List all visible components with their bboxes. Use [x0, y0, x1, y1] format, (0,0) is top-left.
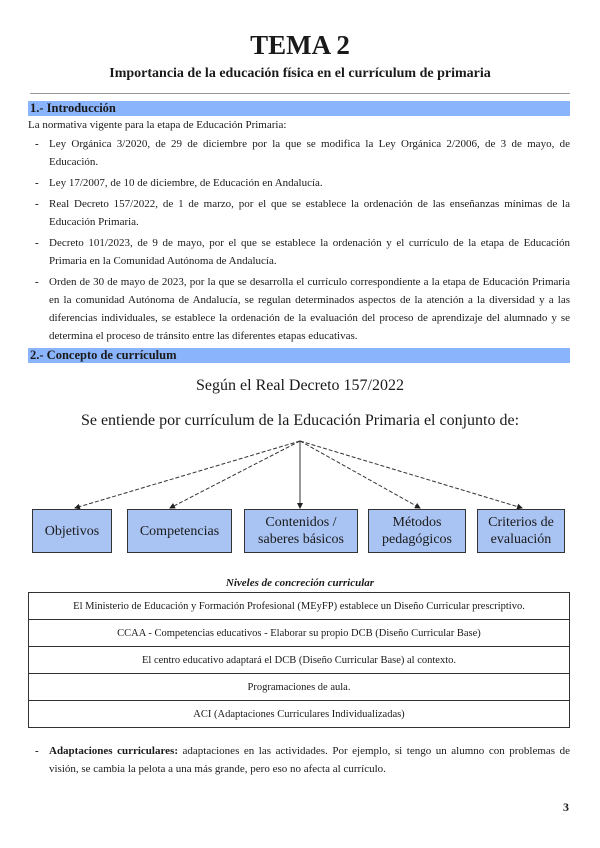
page-number: 3 [563, 800, 569, 814]
list-item [28, 742, 570, 778]
diagram-title: Según el Real Decreto 157/2022 [196, 377, 404, 394]
table-row [29, 647, 570, 674]
note-list [28, 742, 570, 781]
table-row [29, 620, 570, 647]
page-subtitle: Importancia de la educación física en el currículum de primaria [109, 66, 491, 81]
box-criterios: Criterios de evaluación [477, 509, 565, 553]
note-text: adaptaciones en las actividades. Por ejemplo, si tengo un alumno con problemas de visión, se cambia la pelota a una más grande, pero eso no afecta al currículo. [49, 745, 570, 775]
arrow-objetivos [75, 441, 300, 508]
table-cell: ACI (Adaptaciones Curriculares Individualizadas) [29, 701, 570, 728]
list-item: - Decreto 101/2023, de 9 de mayo, por el que se establece la ordenación y el currículo de la etapa de Educación Primaria en la Comunidad Autónoma de Andalucía. [28, 234, 570, 270]
table-cell: Programaciones de aula. [29, 674, 570, 701]
table-row [29, 701, 570, 728]
table-row [29, 593, 570, 620]
list-item: - Orden de 30 de mayo de 2023, por la que se desarrolla el currículo correspondiente a la etapa de Educación Primaria en la comunidad Autónoma de Andalucía, se regulan determinados aspectos de la atención a la diversidad y a las diferencias individuales, se establece la ordenación de la evaluación del proceso de aprendizaje del alumnado y se determina el proceso de tránsito entre las diferentes etapas educativas. [28, 273, 570, 345]
levels-table [28, 592, 570, 728]
table-caption: Niveles de concreción curricular [225, 577, 375, 589]
table-cell: CCAA - Competencias educativos - Elaborar su propio DCB (Diseño Curricular Base) [29, 620, 570, 647]
list-item: - Ley 17/2007, de 10 de diciembre, de Educación en Andalucía. [28, 174, 570, 192]
intro-text: La normativa vigente para la etapa de Educación Primaria: [28, 119, 287, 131]
section-heading-introduccion: 1.- Introducción [28, 101, 570, 116]
box-metodos: Métodos pedagógicos [368, 509, 466, 553]
table-row [29, 674, 570, 701]
list-item: - Real Decreto 157/2022, de 1 de marzo, por el que se establece la ordenación de las enseñanzas mínimas de la Educación Primaria. [28, 195, 570, 231]
table-cell: El centro educativo adaptará el DCB (Diseño Curricular Base) al contexto. [29, 647, 570, 674]
arrow-competencias [170, 441, 300, 508]
arrow-metodos [300, 441, 420, 508]
arrow-criterios [300, 441, 522, 508]
section-heading-curriculum: 2.- Concepto de currículum [28, 348, 570, 363]
box-objetivos: Objetivos [32, 509, 112, 553]
diagram-subtitle: Se entiende por currículum de la Educación Primaria el conjunto de: [80, 412, 520, 429]
page-title: TEMA 2 [250, 30, 350, 60]
note-label: Adaptaciones curriculares: [49, 745, 178, 757]
box-contenidos: Contenidos / saberes básicos [244, 509, 358, 553]
box-competencias: Competencias [127, 509, 232, 553]
list-item: - Ley Orgánica 3/2020, de 29 de diciembre por la que se modifica la Ley Orgánica 2/2006, de 3 de mayo, de Educación. [28, 135, 570, 171]
table-cell: El Ministerio de Educación y Formación Profesional (MEyFP) establece un Diseño Curricular prescriptivo. [29, 593, 570, 620]
